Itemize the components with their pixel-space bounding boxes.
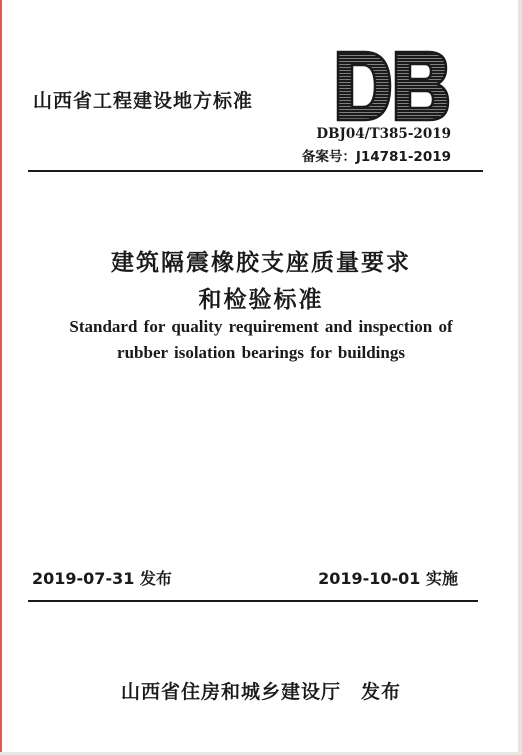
- record-number: 备案号：J14781-2019: [301, 149, 451, 165]
- db-logo-letter-b: [396, 52, 448, 120]
- publisher: 山西省住房和城乡建设厅 发布: [120, 681, 401, 703]
- issuer-heading: 山西省工程建设地方标准: [33, 90, 254, 112]
- db-logo-letter-d: [338, 52, 390, 120]
- top-divider: [28, 170, 483, 172]
- left-edge-strip: [0, 0, 2, 755]
- implementation-date: 2019-10-01 实施: [318, 569, 458, 588]
- title-english-line-1: Standard for quality requirement and inspection of: [69, 317, 453, 336]
- title-chinese-line-1: 建筑隔震橡胶支座质量要求: [111, 250, 411, 276]
- title-english-line-2: rubber isolation bearings for buildings: [117, 343, 405, 362]
- title-chinese-line-2: 和检验标准: [198, 287, 324, 313]
- issue-date: 2019-07-31 发布: [32, 569, 172, 588]
- bottom-divider: [28, 600, 478, 602]
- right-edge-strip: [518, 0, 522, 755]
- standard-number: DBJ04/T385-2019: [316, 126, 451, 142]
- db-logo: [334, 48, 452, 124]
